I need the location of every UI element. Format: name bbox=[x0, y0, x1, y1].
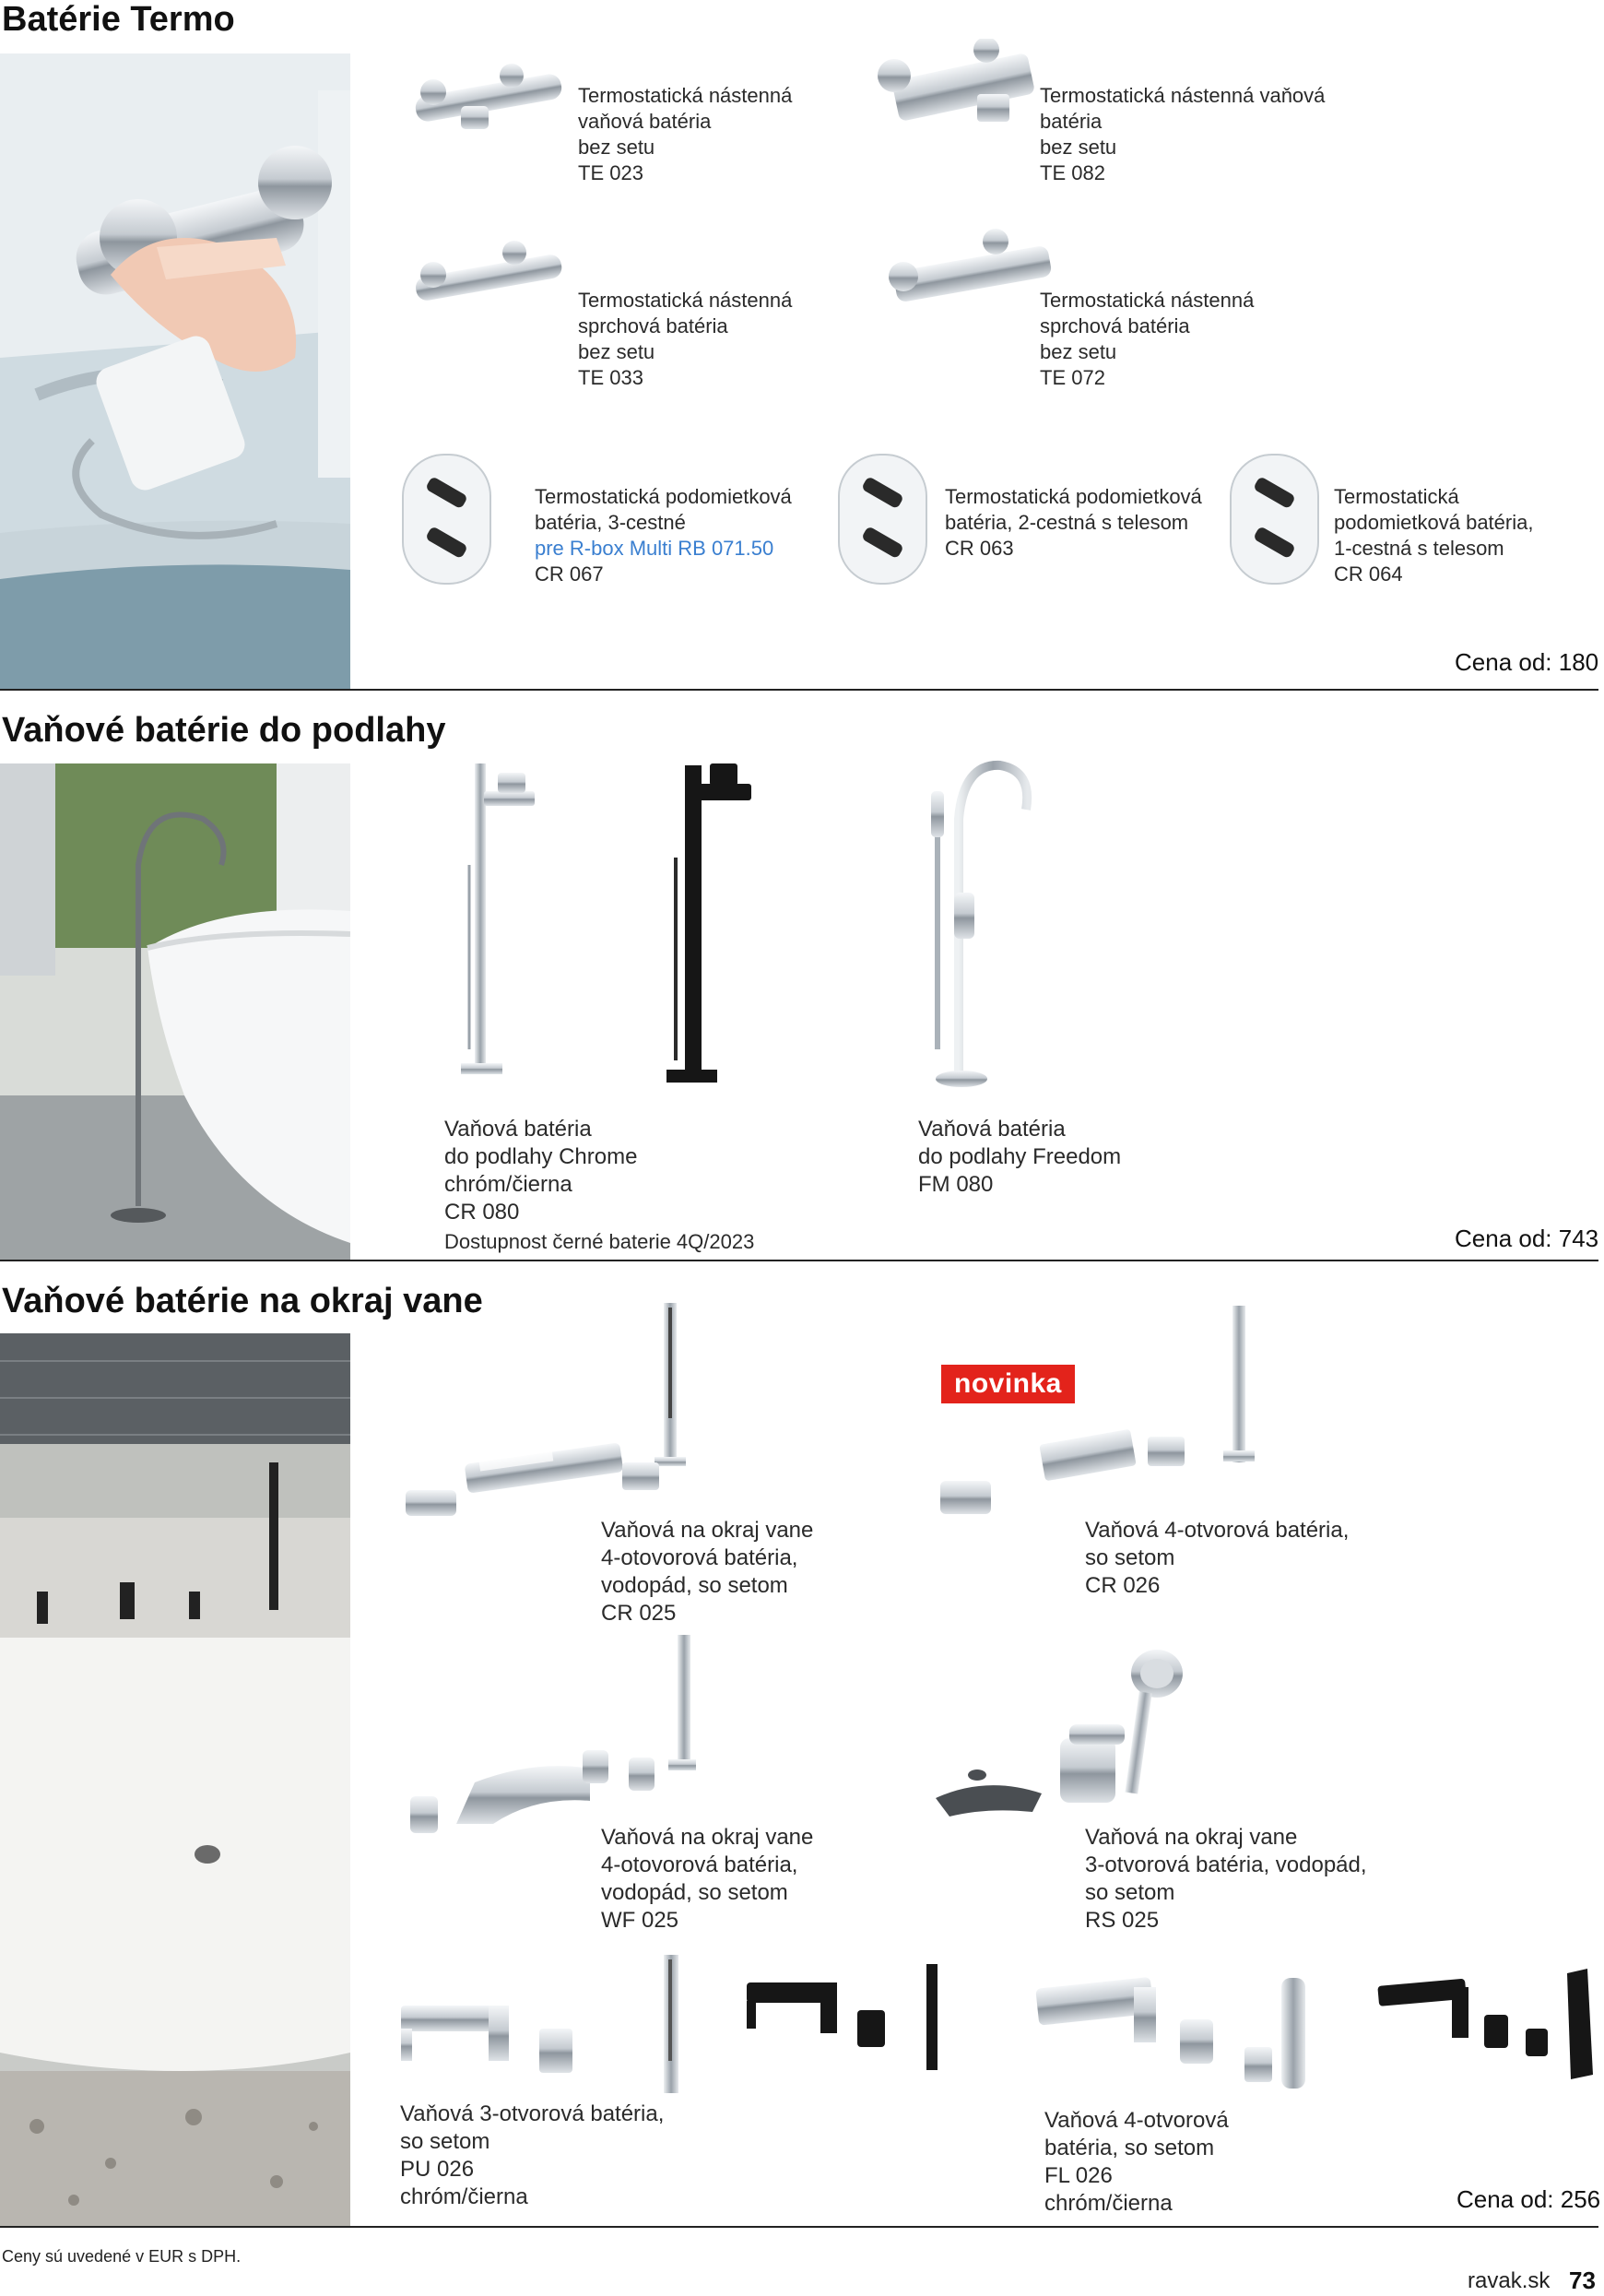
caption-cr064: Termostatická podomietková batéria, 1-cestná s telesom CR 064 bbox=[1334, 485, 1534, 586]
section-title-okraj: Vaňové batérie na okraj vane bbox=[2, 1282, 483, 1320]
section-divider bbox=[0, 2226, 1598, 2228]
novinka-badge: novinka bbox=[941, 1365, 1075, 1403]
site-link[interactable]: ravak.sk bbox=[1468, 2268, 1551, 2293]
product-image-cr080-chrome bbox=[456, 754, 539, 1086]
product-image-te023 bbox=[406, 55, 572, 138]
product-image-cr025 bbox=[387, 1298, 719, 1529]
price-termo: Cena od: 180 bbox=[1455, 648, 1599, 676]
page-number: 73 bbox=[1569, 2266, 1596, 2294]
product-image-te082 bbox=[876, 39, 1042, 131]
caption-pu026: Vaňová 3-otvorová batéria, so setom PU 026 chróm/čierna bbox=[400, 2101, 665, 2209]
product-image-te033 bbox=[406, 231, 572, 318]
caption-cr067: Termostatická podomietková batéria, 3-cestné pre R-box Multi RB 071.50 CR 067 bbox=[535, 485, 792, 586]
product-image-fm080 bbox=[917, 754, 1037, 1095]
price-note: Ceny sú uvedené v EUR s DPH. bbox=[2, 2247, 242, 2266]
section-title-podlahy: Vaňové batérie do podlahy bbox=[2, 711, 446, 750]
podlahy-lifestyle-photo bbox=[0, 763, 350, 1261]
caption-te082: Termostatická nástenná vaňová batéria bez setu TE 082 bbox=[1040, 84, 1326, 184]
section-title-termo: Batérie Termo bbox=[2, 0, 235, 39]
caption-rs025: Vaňová na okraj vane 3-otvorová batéria, vodopád, so setom RS 025 bbox=[1085, 1825, 1367, 1933]
product-image-te072 bbox=[885, 223, 1060, 329]
price-okraj: Cena od: 256 bbox=[1457, 2185, 1601, 2213]
product-image-cr063 bbox=[834, 450, 931, 588]
caption-wf025: Vaňová na okraj vane 4-otovorová batéria, vodopád, so setom WF 025 bbox=[601, 1825, 814, 1933]
caption-fl026: Vaňová 4-otvorová batéria, so setom FL 026 chróm/čierna bbox=[1044, 2108, 1229, 2216]
product-image-wf025 bbox=[406, 1630, 719, 1842]
product-image-cr067 bbox=[398, 450, 495, 588]
product-image-rs025 bbox=[931, 1646, 1198, 1826]
product-image-pu026-black bbox=[737, 1959, 968, 2079]
termo-lifestyle-photo bbox=[0, 53, 350, 690]
product-image-cr080-black bbox=[659, 756, 761, 1093]
okraj-lifestyle-photo bbox=[0, 1333, 350, 2228]
product-image-pu026-chrome bbox=[392, 1955, 696, 2102]
availability-note: Dostupnost černé baterie 4Q/2023 bbox=[444, 1230, 755, 1253]
product-image-fl026-black bbox=[1374, 1964, 1599, 2093]
caption-te023: Termostatická nástenná vaňová batéria bez setu TE 023 bbox=[578, 84, 793, 184]
product-image-fl026-chrome bbox=[1032, 1964, 1309, 2102]
section-divider bbox=[0, 689, 1598, 691]
caption-cr026: Vaňová 4-otvorová batéria, so setom CR 026 bbox=[1085, 1518, 1350, 1598]
caption-te072: Termostatická nástenná sprchová batéria bez setu TE 072 bbox=[1040, 289, 1255, 389]
caption-te033: Termostatická nástenná sprchová batéria bez setu TE 033 bbox=[578, 289, 793, 389]
caption-cr080: Vaňová batéria do podlahy Chrome chróm/čierna CR 080 bbox=[444, 1117, 638, 1225]
caption-fm080: Vaňová batéria do podlahy Freedom FM 080 bbox=[918, 1117, 1122, 1197]
caption-cr063: Termostatická podomietková batéria, 2-cestná s telesom CR 063 bbox=[945, 485, 1202, 560]
section-divider bbox=[0, 1260, 1598, 1261]
caption-cr025: Vaňová na okraj vane 4-otovorová batéria, vodopád, so setom CR 025 bbox=[601, 1518, 814, 1626]
product-image-cr064 bbox=[1226, 450, 1323, 588]
product-image-cr026 bbox=[926, 1298, 1277, 1524]
price-podlahy: Cena od: 743 bbox=[1455, 1225, 1599, 1252]
